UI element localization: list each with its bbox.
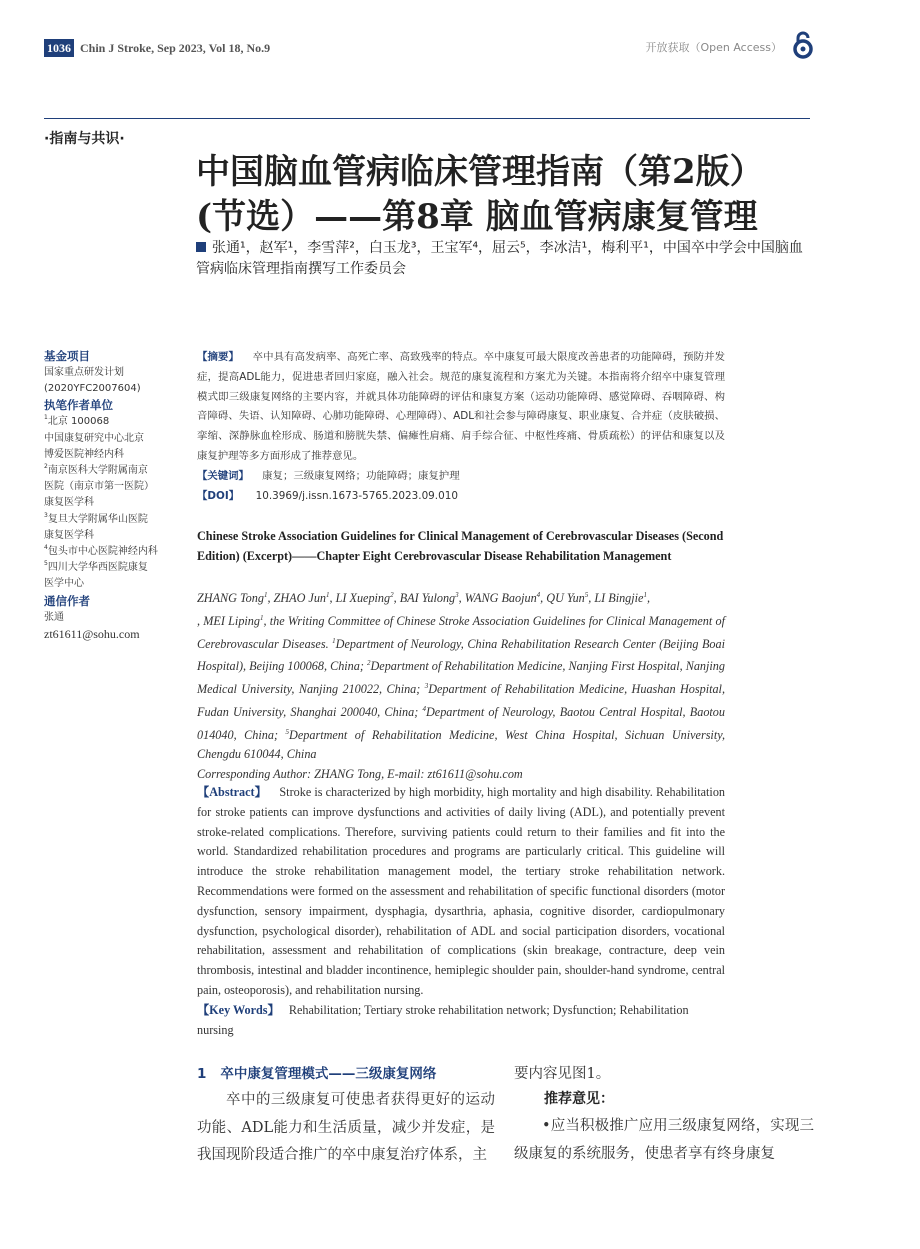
authors-text: 张通¹，赵军¹，李雪萍²，白玉龙³，王宝军⁴，屈云⁵，李冰洁¹，梅利平¹，中国卒中学会中国脑血管病临床管理指南撰写工作委员会 — [196, 240, 803, 277]
recommendation-label: 推荐意见： — [544, 1091, 614, 1107]
corresponding-email[interactable]: zt61611@sohu.com — [44, 626, 140, 641]
english-keywords-text: Rehabilitation; Tertiary stroke rehabilitation network; Dysfunction; Rehabilitation nursing — [197, 1003, 689, 1037]
english-authors-affiliations: ZHANG Tong$^1$, ZHAO Jun$^1$, LI Xueping$^2$, BAI Yulong$^3$, WANG Baojun$^4$, QU Yun$^5$, LI Bingjie$^1$, , MEI Liping$^1$, the Writing Committee of Chinese Stroke Association Guidelines for Clinical Management of Cerebrovascular Diseases. $^1$Department of Neurology, China Rehabilitation Research Center (Beijing Boai Hospital), Beijing 100068, China; $^2$Department of Rehabilitation Medicine, Nanjing First Hospital, Nanjing Medical University, Nanjing 210022, China; $^3$Department of Rehabilitation Medicine, Huashan Hospital, Fudan University, Shanghai 200040, China; $^4$Department of Neurology, Baotou Central Hospital, Baotou 014040, China; $^5$Department of Rehabilitation Medicine, West China Hospital, Sichuan University, Chengdu 610044, China Corresponding Author: ZHANG Tong, E-mail: zt61611@sohu.com — [197, 591, 725, 782]
journal-citation: Chin J Stroke, Sep 2023, Vol 18, No.9 — [80, 41, 271, 55]
fund-value: 国家重点研发计划 (2020YFC2007604) — [44, 367, 141, 395]
english-keywords-label: 【Key Words】 — [197, 1003, 280, 1017]
english-keywords — [197, 1000, 725, 1040]
doi-text[interactable]: 10.3969/j.issn.1673-5765.2023.09.010 — [255, 490, 458, 502]
abstract-text: 卒中具有高发病率、高死亡率、高致残率的特点。卒中康复可最大限度改善患者的功能障碍，预防并发症，提高ADL能力，促进患者回归家庭，融入社会。规范的康复流程和方案尤为关键。本指南将介绍卒中康复管理模式即三级康复网络的主要内容，并就具体功能障碍的评估和康复方案（运动功能障碍、感觉障碍、吞咽障碍、构音障碍、失语、认知障碍、心肺功能障碍、心理障碍）、ADL和社会参与障碍康复、职业康复、合并症（皮肤破损、挛缩、深静脉血栓形成、肠道和膀胱失禁、偏瘫性肩痛、肩手综合征、中枢性疼痛、骨质疏松）的评估和康复以及康复护理等多方面形成了推荐意见。 — [197, 351, 726, 462]
title-line-1: 中国脑血管病临床管理指南（第2版） — [196, 152, 764, 192]
doi-label: 【DOI】 — [197, 490, 240, 502]
english-abstract-label: 【Abstract】 — [197, 785, 267, 799]
affiliation-2: $^2$南京医科大学附属南京 医院（南京市第一医院） 康复医学科 — [44, 463, 154, 509]
open-access-label: 开放获取（Open Access） — [645, 41, 782, 54]
body-paragraph-left: 卒中的三级康复可使患者获得更好的运动功能、ADL能力和生活质量，减少并发症，是我国现阶段适合推广的卒中康复治疗体系，主 — [197, 1092, 495, 1163]
abstract-label: 【摘要】 — [197, 351, 239, 363]
affiliation-4: $^4$包头市中心医院神经内科 — [44, 544, 158, 558]
affiliation-label: 执笔作者单位 — [44, 398, 113, 413]
affiliation-3: $^3$复旦大学附属华山医院 康复医学科 — [44, 511, 148, 541]
doi — [197, 487, 725, 506]
english-abstract — [197, 783, 725, 1001]
chinese-abstract — [197, 348, 725, 467]
english-abstract-text: Stroke is characterized by high morbidity, high mortality and high disability. Rehabilitation for stroke patients can improve dysfunctions and activities of daily living (ADL), and potentially prevent stroke-related complications. Therefore, surviving patients could return to their families and fit into the world. Standardized rehabilitation procedures and programs are particularly critical. This guideline will introduce the stroke rehabilitation management model, the tertiary stroke rehabilitation network. Recommendations were formed on the assessment and rehabilitation of specific functional disorders (motor dysfunction, sensory impairment, dysphagia, dysarthria, aphasia, cognitive disorder, cardiopulmonary dysfunction, psychological disorder), rehabilitation of ADL and social participation disorders, vocational rehabilitation, assessment and rehabilitation of complications (skin breakage, contracture, deep vein thrombosis, intestinal and bladder incontinence, hemiplegic shoulder pain, shoulder-hand syndrome, central pain, osteoporosis), and rehabilitation nursing. — [197, 785, 726, 997]
fund-label: 基金项目 — [44, 349, 90, 363]
english-title: Chinese Stroke Association Guidelines for Clinical Management of Cerebrovascular Diseases (Second Edition) (Excerpt)——Chapter Eight Cerebrovascular Disease Rehabilitation Management — [197, 529, 724, 563]
corresponding-label: 通信作者 — [44, 593, 90, 608]
section-label: ·指南与共识· — [44, 131, 125, 147]
chinese-keywords — [197, 467, 725, 486]
article-title — [196, 150, 836, 240]
corresponding-name: 张通 — [44, 611, 64, 623]
square-bullet-icon — [196, 242, 206, 252]
section-heading-1: 1 卒中康复管理模式——三级康复网络 — [197, 1066, 437, 1082]
english-corresponding: Corresponding Author: ZHANG Tong, E-mail: zt61611@sohu.com — [197, 767, 523, 782]
keywords-text: 康复；三级康复网络；功能障碍；康复护理 — [262, 470, 460, 482]
author-list — [196, 238, 816, 280]
header-rule — [44, 118, 810, 119]
page-number: 1036 — [44, 39, 74, 57]
keywords-label: 【关键词】 — [197, 470, 249, 482]
recommendation-text: •应当积极推广应用三级康复网络，实现三级康复的系统服务，使患者享有终身康复 — [514, 1118, 814, 1162]
affiliation-5: $^5$四川大学华西医院康复 医学中心 — [44, 560, 148, 590]
sidebar — [44, 348, 179, 642]
title-line-2: (节选）——第8章 脑血管病康复管理 — [196, 197, 758, 237]
body-continuation-right: 要内容见图1。 — [514, 1066, 611, 1082]
open-access-lock-icon — [790, 30, 816, 60]
affiliation-1: $^1$北京 100068 中国康复研究中心北京 博爱医院神经内科 — [44, 414, 144, 460]
